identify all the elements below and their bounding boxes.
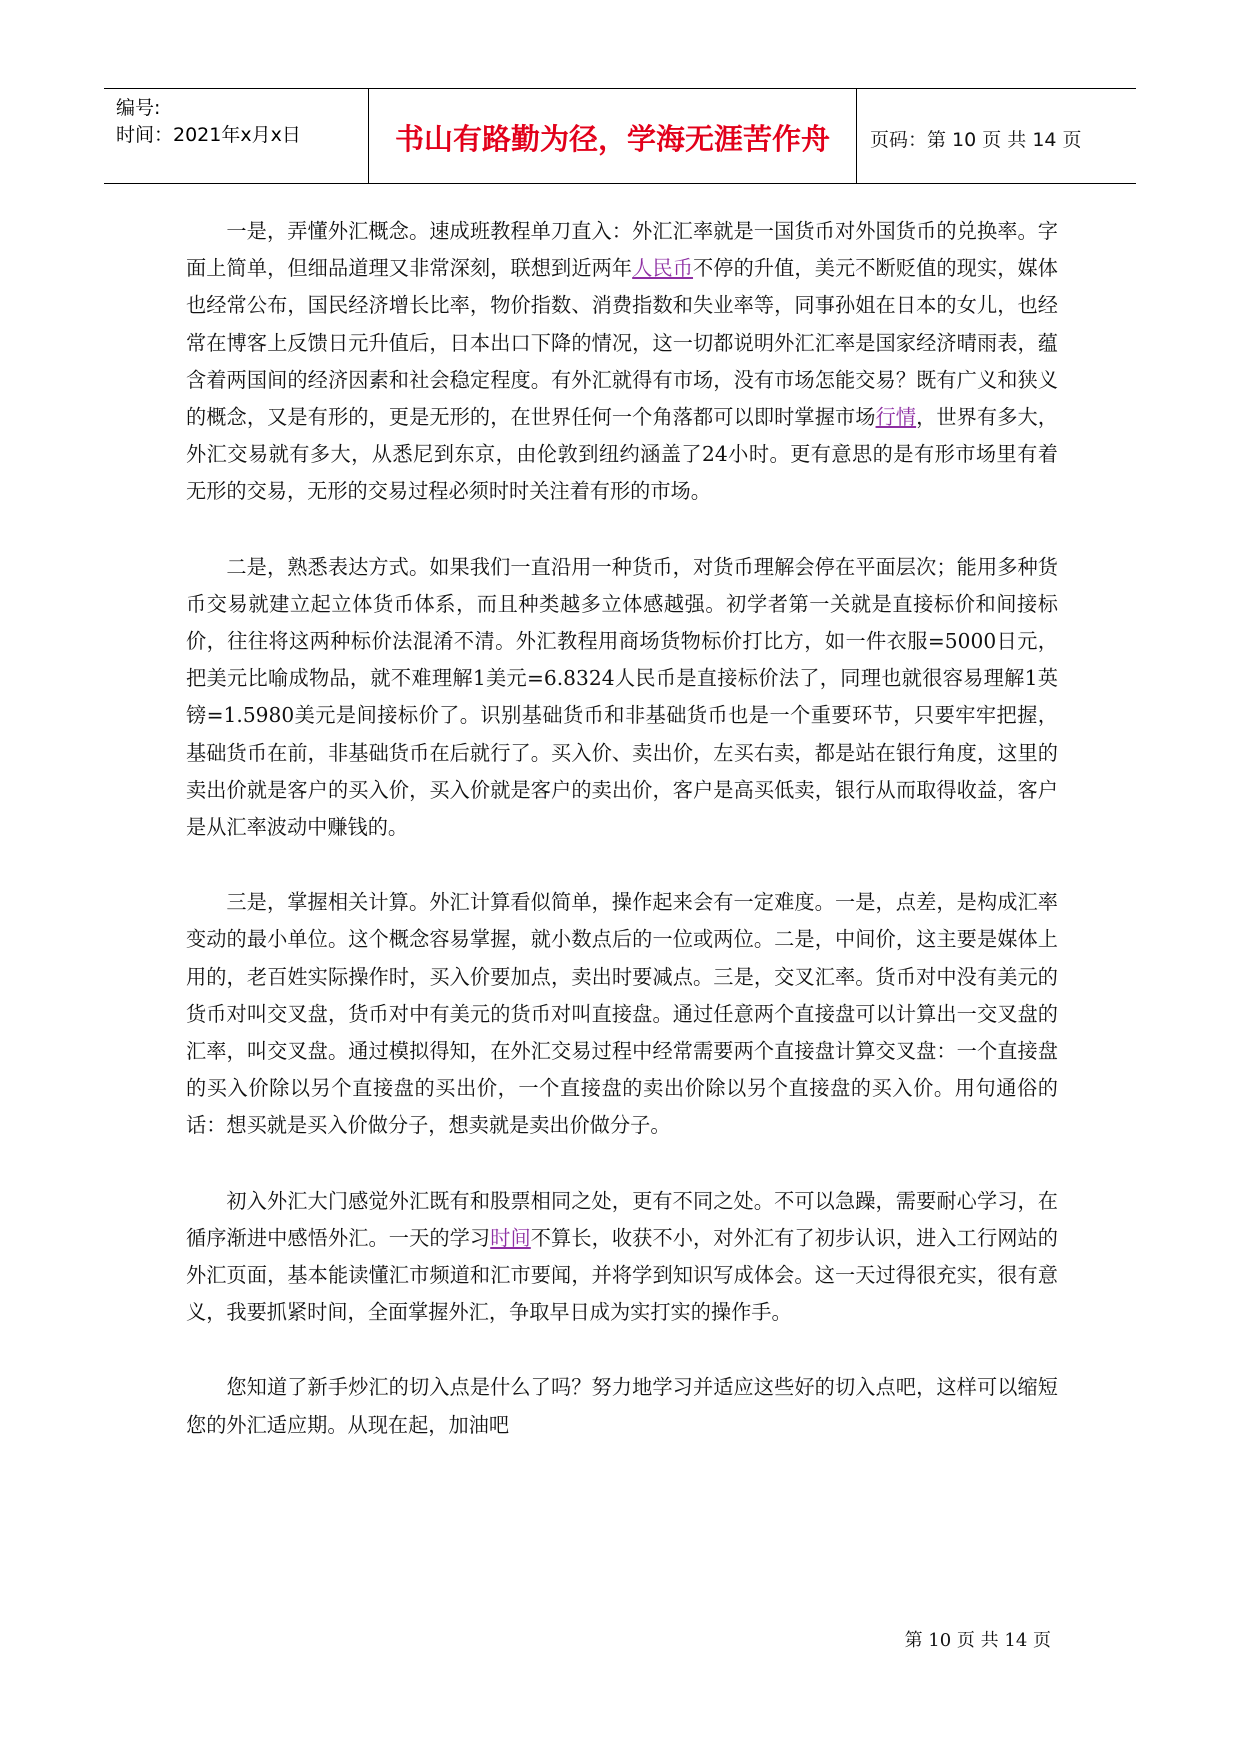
header-motto: 书山有路勤为径，学海无涯苦作舟 <box>394 122 830 156</box>
paragraph-text: 不算长，收获不小，对外汇有了初步认识，进入工行网站的外汇页面，基本能读懂汇市频道和汇市要闻，并将学到知识写成体会。这一天过得很充实，很有意义，我要抓紧时间，全面掌握外汇，争取早日成为实打实的操作手。 <box>186 1225 1058 1325</box>
paragraph-text: 一是，弄懂外汇概念。速成班教程单刀直入：外汇汇率就是一国货币对外国货币的兑换率。字面上简单，但细品道理又非常深刻，联想到近两年 <box>186 219 1058 281</box>
paragraph-gap <box>186 846 1058 884</box>
page-header <box>104 88 1136 184</box>
paragraph-text: 您知道了新手炒汇的切入点是什么了吗？努力地学习并适应这些好的切入点吧，这样可以缩短您的外汇适应期。从现在起，加油吧 <box>186 1375 1058 1437</box>
paragraph-text: 二是，熟悉表达方式。如果我们一直沿用一种货币，对货币理解会停在平面层次；能用多种货币交易就建立起立体货币体系，而且种类越多立体感越强。初学者第一关就是直接标价和间接标价，往往将这两种标价法混淆不清。外汇教程用商场货物标价打比方，如一件衣服=5000日元，把美元比喻成物品，就不难理解1美元=6.8324人民币是直接标价法了，同理也就很容易理解1英镑=1.5980美元是间接标价了。识别基础货币和非基础货币也是一个重要环节，只要牢牢把握，基础货币在前，非基础货币在后就行了。买入价、卖出价，左买右卖，都是站在银行角度，这里的卖出价就是客户的买入价，买入价就是客户的卖出价，客户是高买低卖，银行从而取得收益，客户是从汇率波动中赚钱的。 <box>186 554 1058 840</box>
link-shijian[interactable]: 时间 <box>490 1225 531 1250</box>
link-renminbi[interactable]: 人民币 <box>632 256 694 281</box>
link-hangqing[interactable]: 行情 <box>875 405 917 430</box>
paragraph-text: 不停的升值，美元不断贬值的现实，媒体也经常公布，国民经济增长比率，物价指数、消费指数和失业率等，同事孙姐在日本的女儿，也经常在博客上反馈日元升值后，日本出口下降的情况，这一切都说明外汇汇率是国家经济晴雨表，蕴含着两国间的经济因素和社会稳定程度。有外汇就得有市场，没有市场怎能交易？既有广义和狭义的概念，又是有形的，更是无形的，在世界任何一个角落都可以即时掌握市场 <box>186 256 1058 430</box>
paragraph-4 <box>186 1183 1058 1332</box>
paragraph-gap <box>186 511 1058 549</box>
page-footer: 第 10 页 共 14 页 <box>904 1630 1051 1651</box>
paragraph-text: 三是，掌握相关计算。外汇计算看似简单，操作起来会有一定难度。一是，点差，是构成汇率变动的最小单位。这个概念容易掌握，就小数点后的一位或两位。二是，中间价，这主要是媒体上用的，老百姓实际操作时，买入价要加点，卖出时要减点。三是，交叉汇率。货币对中没有美元的货币对叫交叉盘，货币对中有美元的货币对叫直接盘。通过任意两个直接盘可以计算出一交叉盘的汇率，叫交叉盘。通过模拟得知，在外汇交易过程中经常需要两个直接盘计算交叉盘：一个直接盘的买入价除以另个直接盘的买出价，一个直接盘的卖出价除以另个直接盘的买入价。用句通俗的话：想买就是买入价做分子，想卖就是卖出价做分子。 <box>186 890 1058 1138</box>
paragraph-text: ，世界有多大，外汇交易就有多大，从悉尼到东京，由伦敦到纽约涵盖了24小时。更有意思的是有形市场里有着无形的交易，无形的交易过程必须时时关注着有形的市场。 <box>186 405 1058 504</box>
header-page-code: 页码：第 10 页 共 14 页 <box>870 129 1082 151</box>
header-right-cell <box>856 89 1136 183</box>
paragraph-5 <box>186 1369 1058 1443</box>
document-time-label: 时间：2021年x月x日 <box>116 124 301 146</box>
document-number-label: 编号: <box>116 97 161 119</box>
header-left-cell <box>104 89 368 183</box>
paragraph-gap <box>186 1331 1058 1369</box>
paragraph-3 <box>186 884 1058 1144</box>
paragraph-2 <box>186 549 1058 847</box>
header-motto-cell <box>368 89 857 183</box>
paragraph-text: 初入外汇大门感觉外汇既有和股票相同之处，更有不同之处。不可以急躁，需要耐心学习，在循序渐进中感悟外汇。一天的学习 <box>186 1188 1058 1250</box>
paragraph-1 <box>186 213 1058 511</box>
paragraph-gap <box>186 1145 1058 1183</box>
document-body <box>186 213 1058 1444</box>
